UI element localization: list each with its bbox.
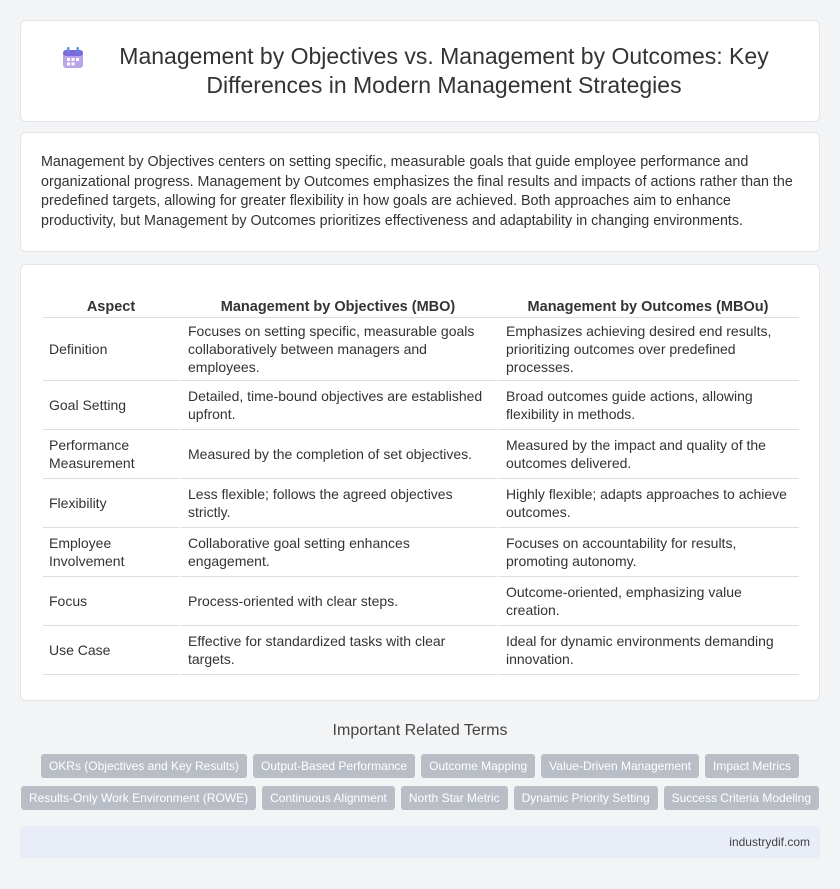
cell-mbo: Detailed, time-bound objectives are established upfront.: [179, 381, 497, 430]
calendar-icon: [60, 45, 86, 71]
tag-dynamic-priority-setting[interactable]: Dynamic Priority Setting: [514, 786, 658, 810]
cell-aspect: Flexibility: [43, 479, 179, 528]
footer-site-link[interactable]: industrydif.com: [729, 835, 810, 849]
cell-aspect: Performance Measurement: [43, 430, 179, 479]
cell-mbou: Ideal for dynamic environments demanding innovation.: [497, 626, 799, 675]
cell-mbo: Measured by the completion of set objectives.: [179, 430, 497, 479]
header-mbo: Management by Objectives (MBO): [179, 293, 497, 318]
footer: [20, 826, 820, 858]
cell-mbo: Process-oriented with clear steps.: [179, 577, 497, 626]
header-aspect: Aspect: [43, 293, 179, 318]
cell-mbo: Focuses on setting specific, measurable goals collaboratively between managers and employees.: [179, 318, 497, 381]
cell-mbo: Collaborative goal setting enhances engagement.: [179, 528, 497, 577]
tag-okrs[interactable]: OKRs (Objectives and Key Results): [41, 754, 247, 778]
table-row: [43, 381, 799, 430]
header-card: [20, 20, 820, 122]
table-row: [43, 430, 799, 479]
cell-aspect: Definition: [43, 318, 179, 381]
comparison-card: [20, 264, 820, 701]
intro-card: [20, 132, 820, 252]
comparison-table: [43, 293, 799, 675]
tag-north-star-metric[interactable]: North Star Metric: [401, 786, 508, 810]
cell-mbou: Highly flexible; adapts approaches to achieve outcomes.: [497, 479, 799, 528]
cell-mbo: Effective for standardized tasks with clear targets.: [179, 626, 497, 675]
tag-value-driven-management[interactable]: Value-Driven Management: [541, 754, 699, 778]
tag-success-criteria-modeling[interactable]: Success Criteria Modeling: [664, 786, 819, 810]
page-title: Management by Objectives vs. Management by Outcomes: Key Differences in Modern Management Strategies: [119, 43, 769, 98]
cell-aspect: Focus: [43, 577, 179, 626]
cell-mbou: Measured by the impact and quality of the outcomes delivered.: [497, 430, 799, 479]
table-row: [43, 626, 799, 675]
table-row: [43, 479, 799, 528]
cell-mbou: Focuses on accountability for results, promoting autonomy.: [497, 528, 799, 577]
tag-output-based-performance[interactable]: Output-Based Performance: [253, 754, 415, 778]
related-terms-section: [0, 722, 840, 810]
table-row: [43, 577, 799, 626]
cell-mbo: Less flexible; follows the agreed objectives strictly.: [179, 479, 497, 528]
tag-rowe[interactable]: Results-Only Work Environment (ROWE): [21, 786, 256, 810]
related-terms-title: Important Related Terms: [332, 722, 508, 739]
cell-aspect: Employee Involvement: [43, 528, 179, 577]
header-mbou: Management by Outcomes (MBOu): [497, 293, 799, 318]
tag-impact-metrics[interactable]: Impact Metrics: [705, 754, 799, 778]
related-terms-tags: [0, 754, 840, 810]
tag-continuous-alignment[interactable]: Continuous Alignment: [262, 786, 395, 810]
cell-mbou: Outcome-oriented, emphasizing value creation.: [497, 577, 799, 626]
cell-aspect: Use Case: [43, 626, 179, 675]
table-row: [43, 528, 799, 577]
intro-text: Management by Objectives centers on setting specific, measurable goals that guide employee performance and organizational progress. Management by Outcomes emphasizes the final results and impacts of actions rather than the predefined targets, allowing for greater flexibility in how goals are achieved. Both approaches aim to enhance productivity, but Management by Outcomes prioritizes effectiveness and adaptability in changing environments.: [41, 154, 793, 229]
tag-outcome-mapping[interactable]: Outcome Mapping: [421, 754, 535, 778]
cell-mbou: Broad outcomes guide actions, allowing flexibility in methods.: [497, 381, 799, 430]
cell-aspect: Goal Setting: [43, 381, 179, 430]
table-row: [43, 318, 799, 381]
cell-mbou: Emphasizes achieving desired end results, prioritizing outcomes over predefined processes.: [497, 318, 799, 381]
